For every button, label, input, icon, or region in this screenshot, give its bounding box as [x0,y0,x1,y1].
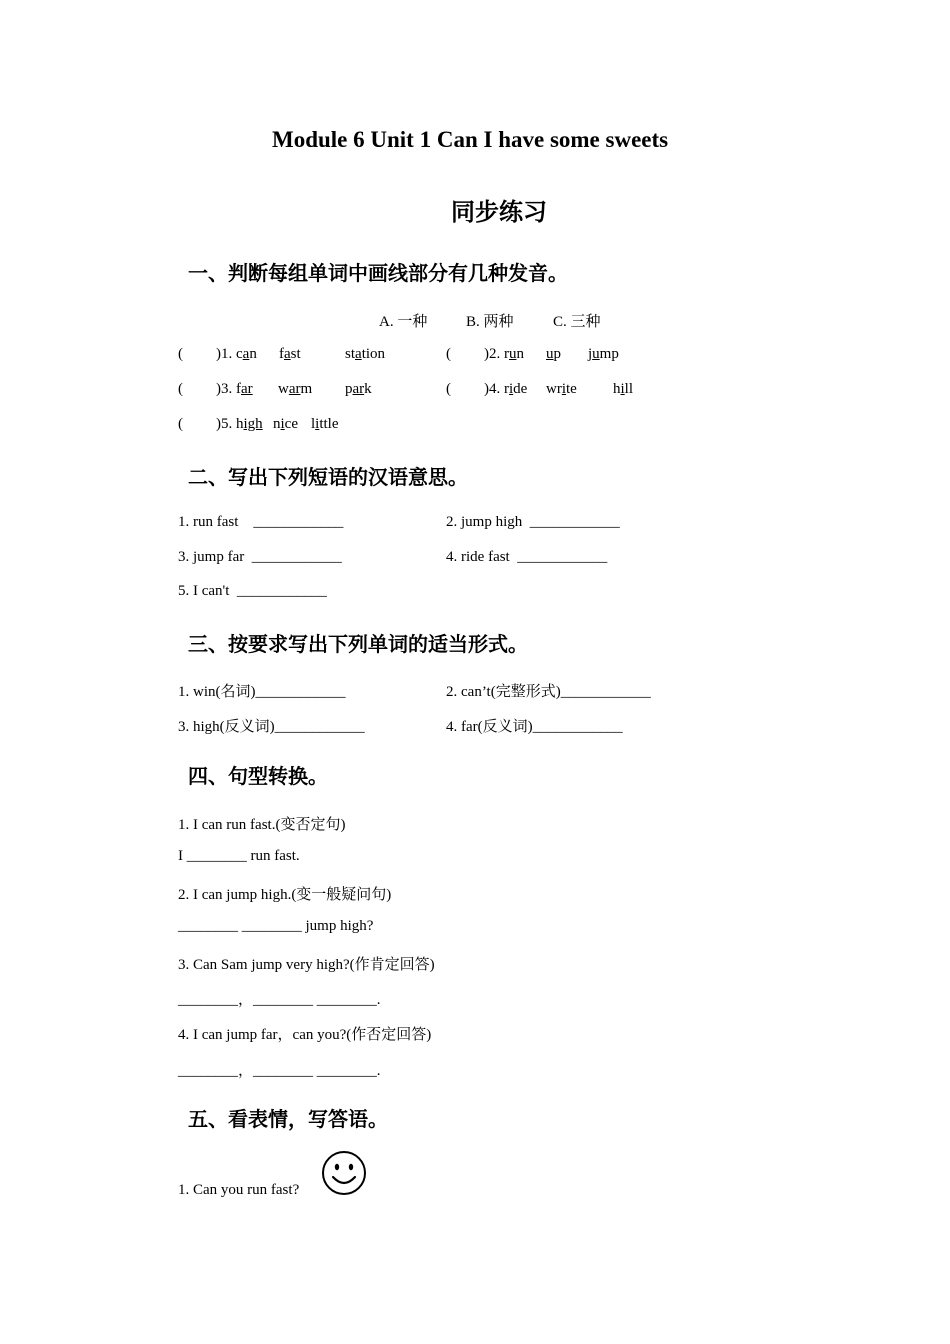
phrase-item[interactable]: 3. jump far ____________ [178,549,342,565]
answer-paren[interactable]: ( [178,381,183,397]
word: warm [278,381,313,397]
option-b: B. 两种 [466,314,514,330]
answer-paren[interactable]: ( [446,381,451,397]
word: run [504,346,524,362]
item-number: )4. [484,381,501,397]
option-c: C. 三种 [553,314,601,330]
option-a: A. 一种 [379,314,428,330]
smiley-face-icon [321,1150,367,1196]
answer-line[interactable]: ________ ________ jump high? [178,918,374,934]
word: park [345,381,372,397]
page-subtitle: 同步练习 [451,198,547,226]
item-number: )2. [484,346,501,362]
word: station [345,346,386,362]
question-line: 1. Can you run fast? [178,1182,300,1198]
phrase-item[interactable]: 1. run fast ____________ [178,514,344,530]
word: nice [273,416,298,432]
word: little [311,416,339,432]
word-form-item[interactable]: 4. far(反义词)____________ [446,719,623,735]
word: far [236,381,253,397]
word: high [236,416,263,432]
word: up [546,346,561,362]
answer-line[interactable]: ________，________ ________. [178,1063,381,1079]
item-number: )1. [216,346,233,362]
answer-paren[interactable]: ( [446,346,451,362]
word-form-item[interactable]: 1. win(名词)____________ [178,684,346,700]
section4-heading: 四、句型转换。 [188,764,328,788]
question-line: 2. I can jump high.(变一般疑问句) [178,887,392,903]
answer-paren[interactable]: ( [178,416,183,432]
word: jump [588,346,619,362]
word: ride [504,381,528,397]
section3-heading: 三、按要求写出下列单词的适当形式。 [188,632,528,656]
page-title: Module 6 Unit 1 Can I have some sweets [272,127,669,152]
item-number: )5. [216,416,233,432]
question-line: 4. I can jump far，can you?(作否定回答) [178,1027,432,1043]
phrase-item[interactable]: 4. ride fast ____________ [446,549,608,565]
answer-line[interactable]: ________，________ ________. [178,992,381,1008]
word: hill [613,381,634,397]
section2-heading: 二、写出下列短语的汉语意思。 [188,465,468,489]
item-number: )3. [216,381,233,397]
question-line: 1. I can run fast.(变否定句) [178,817,346,833]
answer-line[interactable]: I ________ run fast. [178,848,300,864]
question-line: 3. Can Sam jump very high?(作肯定回答) [178,957,435,973]
answer-paren[interactable]: ( [178,346,183,362]
word: can [236,346,257,362]
phrase-item[interactable]: 5. I can't ____________ [178,583,327,599]
word: write [546,381,577,397]
section5-heading: 五、看表情，写答语。 [188,1107,388,1131]
phrase-item[interactable]: 2. jump high ____________ [446,514,620,530]
word-form-item[interactable]: 3. high(反义词)____________ [178,719,365,735]
section1-heading: 一、判断每组单词中画线部分有几种发音。 [188,261,568,285]
word: fast [279,346,301,362]
word-form-item[interactable]: 2. can’t(完整形式)____________ [446,684,651,700]
